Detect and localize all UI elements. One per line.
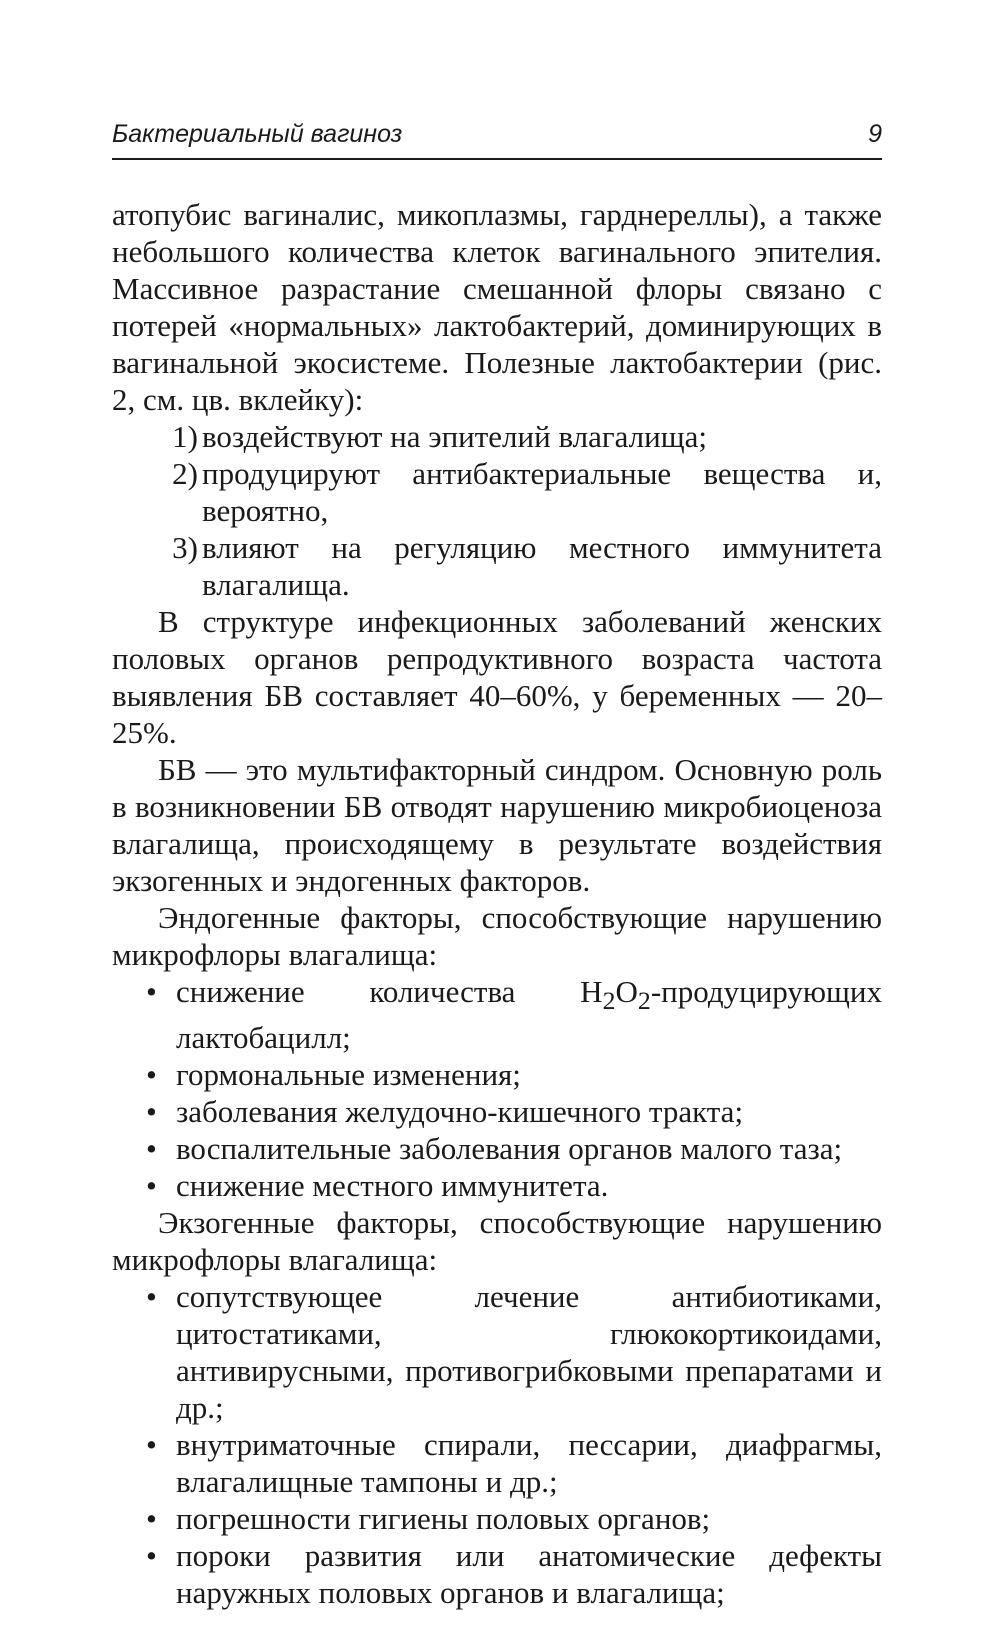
paragraph: атопубис вагиналис, микоплазмы, гарднереллы), а также небольшого количества клеток вагинального эпителия. Массивное разрастание смешанной флоры связано с потерей «нормальных» лактобактерий, доминирующих в вагинальной экосистеме. Полезные лактобактерии (рис. 2, см. цв. вклейку):	[112, 197, 882, 417]
list-item: • пороки развития или анатомические дефекты наружных половых органов и влагалища;	[112, 1537, 882, 1611]
list-number: 2)	[172, 456, 198, 491]
list-item: • сопутствующее лечение антибиотиками, цитостатиками, глюкокортикоидами, антивирусными, противогрибковыми препаратами и др.;	[112, 1278, 882, 1426]
list-item: • погрешности гигиены половых органов;	[112, 1500, 882, 1537]
list-item-text-start: снижение количества H	[176, 974, 603, 1009]
list-item-text: влияют на регуляцию местного иммунитета влагалища.	[202, 530, 882, 602]
numbered-list	[112, 418, 882, 603]
subscript: 2	[602, 986, 616, 1016]
paragraph: Экзогенные факторы, способствующие нарушению микрофлоры влагалища:	[112, 1205, 882, 1278]
list-item	[112, 973, 882, 1056]
paragraph: В структуре инфекционных заболеваний женских половых органов репродуктивного возраста частота выявления БВ составляет 40–60%, у беременных — 20–25%.	[112, 604, 882, 750]
list-item-text-end: -продуцирующих лактобацилл;	[176, 974, 882, 1056]
list-item: • воспалительные заболевания органов малого таза;	[112, 1130, 882, 1167]
page-body	[112, 196, 882, 1611]
list-item-text: воздействуют на эпителий влагалища;	[202, 419, 707, 454]
exogenous-factors-list	[112, 1278, 882, 1611]
list-item	[112, 529, 882, 603]
running-title: Бактериальный вагиноз	[112, 120, 403, 148]
list-item-text-mid: O	[615, 974, 638, 1009]
endogenous-factors-list	[112, 973, 882, 1204]
paragraph: Эндогенные факторы, способствующие нарушению микрофлоры влагалища:	[112, 900, 882, 972]
paragraph: БВ — это мультифакторный синдром. Основную роль в возникновении БВ отводят нарушению микробиоценоза влагалища, происходящему в результате воздействия экзогенных и эндогенных факторов.	[112, 752, 882, 898]
subscript: 2	[637, 986, 651, 1016]
list-number: 3)	[172, 530, 198, 565]
list-item	[112, 418, 882, 455]
list-item: • снижение местного иммунитета.	[112, 1167, 882, 1204]
running-header	[112, 112, 882, 160]
page-number: 9	[868, 120, 882, 148]
list-number: 1)	[172, 419, 198, 454]
list-item: • внутриматочные спирали, пессарии, диафрагмы, влагалищные тампоны и др.;	[112, 1426, 882, 1500]
list-item: • заболевания желудочно-кишечного тракта;	[112, 1093, 882, 1130]
list-item: • гормональные изменения;	[112, 1056, 882, 1093]
list-item-text: продуцируют антибактериальные вещества и, вероятно,	[202, 456, 882, 528]
list-item	[112, 455, 882, 529]
